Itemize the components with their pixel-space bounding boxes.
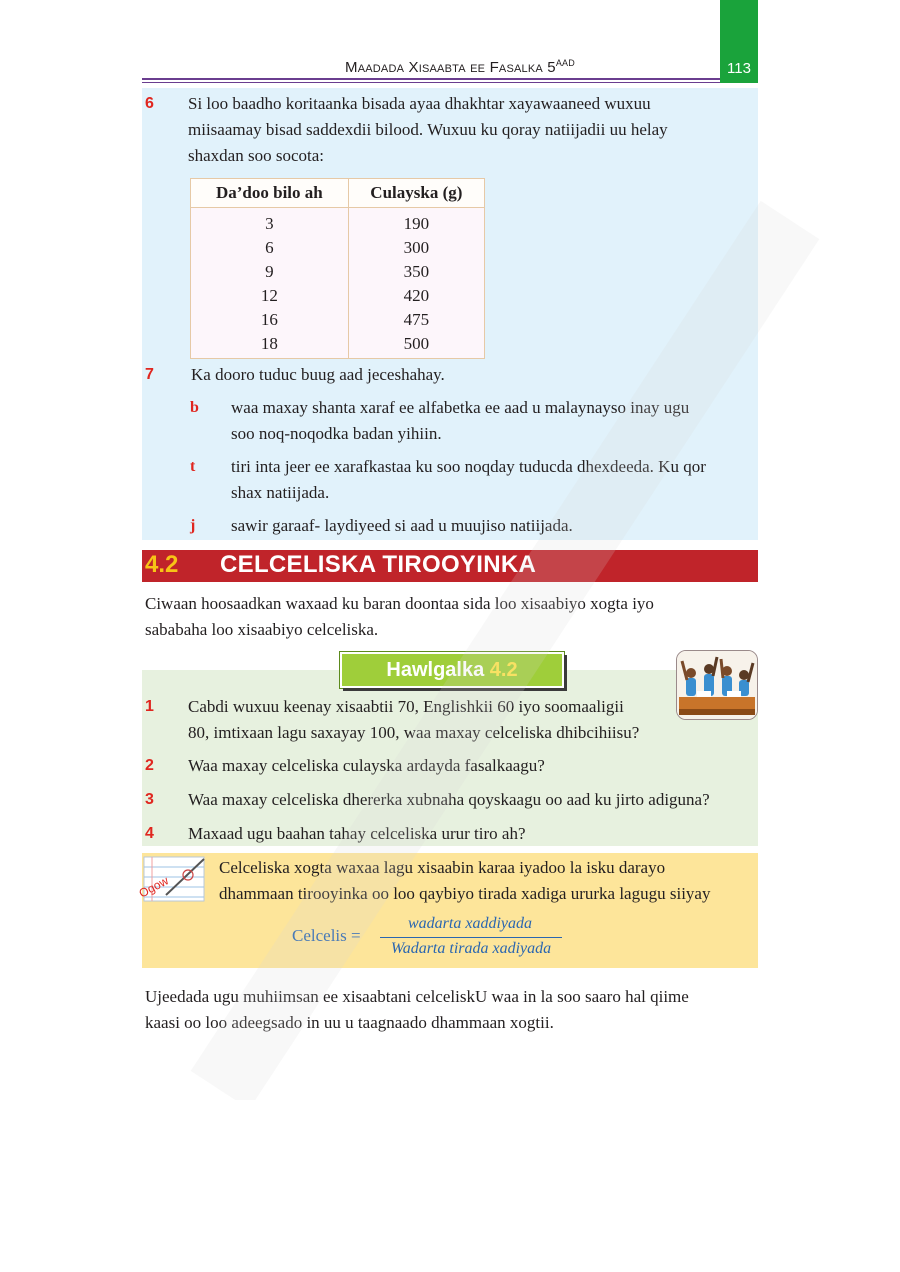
- text-line: kaasi oo loo adeegsado in uu u taagnaado dhammaan xogtii.: [145, 1013, 554, 1032]
- table-cell: 350: [348, 260, 484, 284]
- activity-heading: [340, 652, 564, 688]
- formula-numerator: wadarta xaddiyada: [408, 915, 532, 932]
- activity-number: 4.2: [489, 659, 518, 681]
- text-line: soo noq-noqodka badan yihiin.: [231, 424, 442, 443]
- header-title-sup: AAD: [555, 58, 575, 68]
- question-6-text: [188, 91, 668, 169]
- table-row: [191, 308, 485, 332]
- activity-item-number: 3: [145, 791, 154, 808]
- activity-item-number: 4: [145, 825, 154, 842]
- fraction-bar: [380, 937, 562, 938]
- table-row: [191, 260, 485, 284]
- column-header-weight: Culayska (g): [348, 179, 484, 208]
- text-line: Si loo baadho koritaanka bisada ayaa dhakhtar xayawaaneed wuxuu: [188, 94, 651, 113]
- table-cell: 12: [191, 284, 349, 308]
- text-line: Ciwaan hoosaadkan waxaad ku baran doontaa sida loo xisaabiyo xogta iyo: [145, 594, 654, 613]
- question-number: 7: [145, 366, 154, 383]
- table-cell: 3: [191, 208, 349, 237]
- students-illustration: [676, 650, 758, 720]
- text-line: miisaamay bisad saddexdii bilood. Wuxuu ku qoray natiijadii uu helay: [188, 120, 668, 139]
- part-letter: b: [190, 399, 199, 416]
- running-header: [200, 58, 720, 76]
- growth-table: [190, 178, 485, 359]
- text-line: waa maxay shanta xaraf ee alfabetka ee aad u malaynayso inay ugu: [231, 398, 690, 417]
- question-7-text: Ka dooro tuduc buug aad jeceshahay.: [191, 365, 445, 384]
- note-badge: Ogow: [136, 873, 171, 901]
- header-rule: [142, 78, 720, 80]
- column-header-age: Da’doo bilo ah: [191, 179, 349, 208]
- part-letter: j: [190, 517, 196, 534]
- text-line: dhammaan tirooyinka oo loo qaybiyo tirada xadiga ururka lagugu siiyay: [219, 884, 711, 903]
- table-cell: 500: [348, 332, 484, 359]
- text-line: shax natiijada.: [231, 483, 330, 502]
- text-line: Ujeedada ugu muhiimsan ee xisaabtani celceliskU waa in la soo saaro hal qiime: [145, 987, 689, 1006]
- header-rule-thin: [142, 82, 720, 83]
- page-number: 113: [727, 60, 751, 77]
- table-cell: 18: [191, 332, 349, 359]
- table-row: [191, 208, 485, 237]
- table-cell: 190: [348, 208, 484, 237]
- section-intro: [145, 591, 654, 643]
- table-row: [191, 236, 485, 260]
- activity-item-4-text: Maxaad ugu baahan tahay celceliska urur tiro ah?: [188, 824, 526, 843]
- table-cell: 16: [191, 308, 349, 332]
- students-icon: [677, 651, 757, 719]
- note-text: [219, 855, 710, 907]
- table-cell: 9: [191, 260, 349, 284]
- closing-paragraph: [145, 984, 689, 1036]
- formula-label: Celcelis =: [292, 926, 361, 945]
- section-number: 4.2: [145, 551, 179, 578]
- part-letter: t: [190, 458, 196, 475]
- text-line: Cabdi wuxuu keenay xisaabtii 70, Englishkii 60 iyo soomaaligii: [188, 697, 624, 716]
- text-line: shaxdan soo socota:: [188, 146, 324, 165]
- text-line: tiri inta jeer ee xarafkastaa ku soo noqday tuducda dhexdeeda. Ku qor: [231, 457, 706, 476]
- activity-label: Hawlgalka: [386, 659, 485, 681]
- part-t-text: [231, 454, 756, 506]
- activity-item-3-text: Waa maxay celceliska dhererka xubnaha qoyskaagu oo aad ku jirto adiguna?: [188, 790, 710, 809]
- table-row: [191, 284, 485, 308]
- table-header-row: [191, 179, 485, 208]
- text-line: sababaha loo xisaabiyo celceliska.: [145, 620, 379, 639]
- table-cell: 300: [348, 236, 484, 260]
- part-j-text: sawir garaaf- laydiyeed si aad u muujiso natiijada.: [231, 516, 573, 535]
- activity-item-1-text: [188, 694, 639, 746]
- formula-denominator: Wadarta tirada xadiyada: [390, 940, 552, 957]
- activity-item-number: 1: [145, 698, 154, 715]
- table-cell: 420: [348, 284, 484, 308]
- table-row: [191, 332, 485, 359]
- text-line: Celceliska xogta waxaa lagu xisaabin karaa iyadoo la isku darayo: [219, 858, 666, 877]
- table-cell: 6: [191, 236, 349, 260]
- activity-item-number: 2: [145, 757, 154, 774]
- section-title: CELCELISKA TIROOYINKA: [220, 551, 537, 578]
- header-title: Maadada Xisaabta ee Fasalka 5: [345, 59, 556, 76]
- activity-item-2-text: Waa maxay celceliska culayska ardayda fasalkaagu?: [188, 756, 545, 775]
- question-number: 6: [145, 95, 154, 112]
- table-cell: 475: [348, 308, 484, 332]
- text-line: 80, imtixaan lagu saxayay 100, waa maxay celceliska dhibcihiisu?: [188, 723, 640, 742]
- part-b-text: [231, 395, 689, 447]
